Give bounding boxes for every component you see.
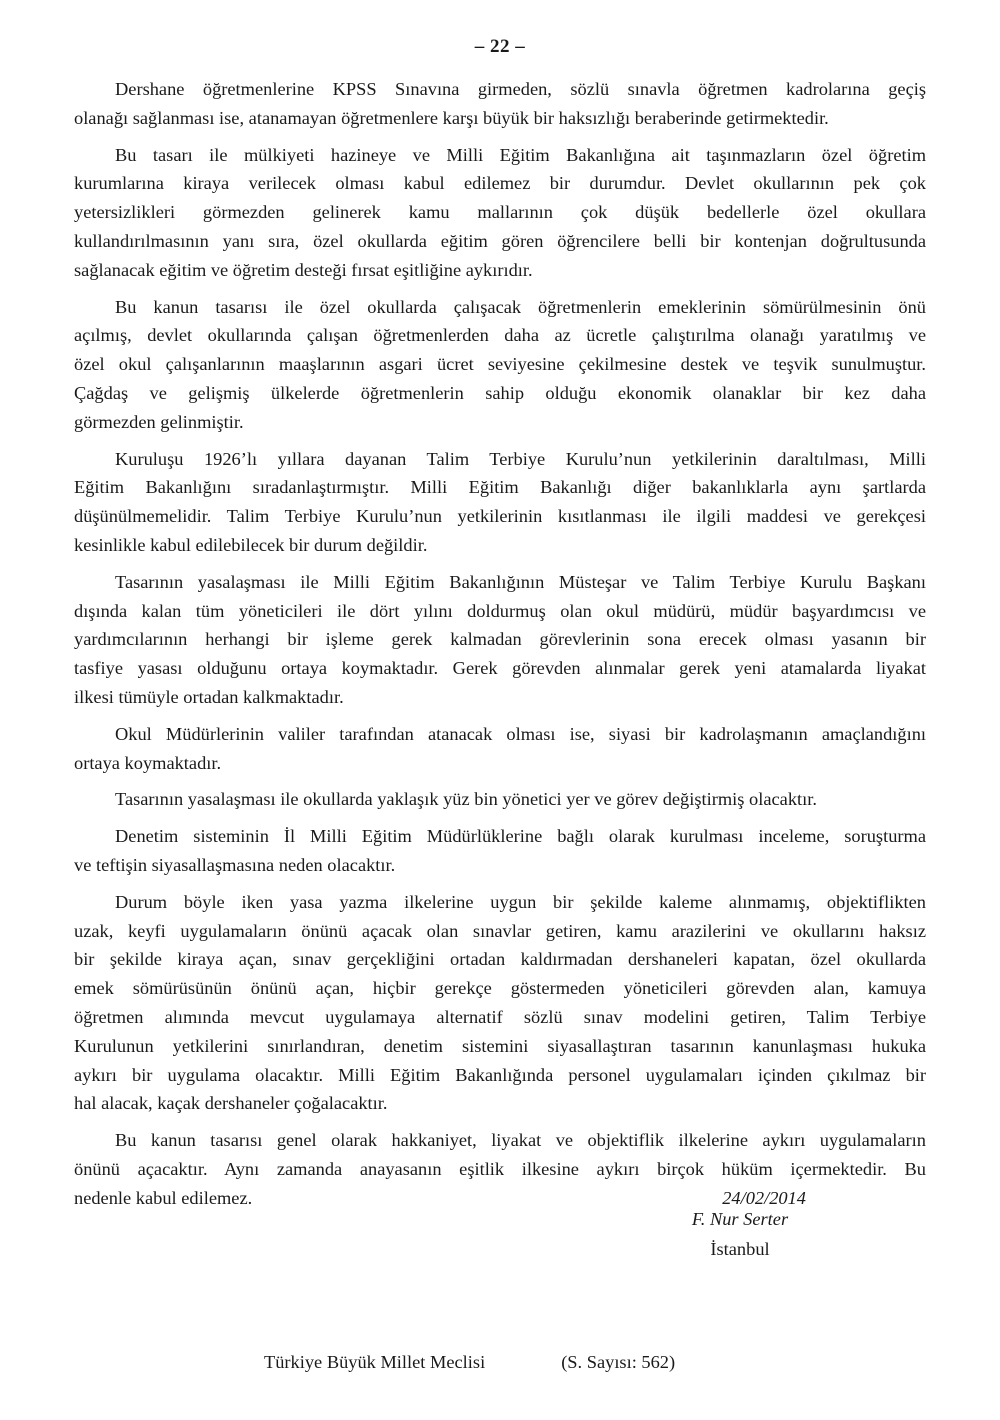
text-line: nedenle kabul edilemez. — [74, 1187, 253, 1208]
paragraph-1 — [74, 75, 926, 133]
text-line: Çağdaş ve gelişmiş ülkelerde öğretmenlerin sahip olduğu ekonomik olanaklar bir kez daha — [74, 382, 926, 403]
text-line: ve teftişin siyasallaşmasına neden olacaktır. — [74, 854, 396, 875]
paragraph-3 — [74, 293, 926, 437]
text-line: Kurulunun yetkilerini sınırlandıran, denetim sistemini siyasallaştıran tasarının kanunlaşması hukuka — [74, 1035, 926, 1056]
text-line: aykırı bir uygulama olacaktır. Milli Eğitim Bakanlığında personel uygulamaları içinden çıkılmaz bir — [74, 1064, 926, 1085]
text-line: tasfiye yasası olduğunu ortaya koymaktadır. Gerek görevden alınmalar gerek yeni atamalarda liyakat — [74, 658, 926, 679]
paragraph-7 — [74, 785, 926, 814]
footer-institution: Türkiye Büyük Millet Meclisi — [264, 1352, 486, 1372]
signatory-name: F. Nur Serter — [691, 1209, 789, 1229]
document-body — [74, 75, 926, 1220]
text-line: kesinlikle kabul edilebilecek bir durum değildir. — [74, 534, 428, 555]
paragraph-4 — [74, 445, 926, 560]
text-line: açılmış, devlet okullarında çalışan öğretmenlerden daha az ücretle çalıştırılma olanağı yaratılmış ve — [74, 325, 926, 346]
document-date: 24/02/2014 — [722, 1187, 806, 1208]
text-line: Bu tasarı ile mülkiyeti hazineye ve Milli Eğitim Bakanlığına ait taşınmazların özel öğretim — [115, 144, 926, 165]
text-line: olanağı sağlanması ise, atanamayan öğretmenlere karşı büyük bir haksızlığı beraberinde getirmektedir. — [74, 107, 829, 128]
paragraph-10 — [74, 1126, 926, 1212]
text-line: yetersizlikleri görmezden gelinerek kamu mallarının çok düşük bedellerle özel okullara — [74, 202, 926, 223]
paragraph-2 — [74, 141, 926, 285]
text-line: özel okul çalışanlarının maaşlarının asgari ücret seviyesine çekilmesine destek ve teşvik sunulmuştur. — [74, 354, 926, 375]
text-line: uzak, keyfi uygulamaların önünü açacak olan sınavlar getiren, kamu arazilerini ve okullarını haksız — [74, 920, 926, 941]
text-line: kullandırılmasının yanı sıra, özel okullarda eğitim gören öğrencilere belli bir kontenjan doğrultusunda — [74, 230, 926, 251]
text-line: görmezden gelinmiştir. — [74, 411, 244, 432]
page-footer — [264, 1352, 675, 1373]
text-line: ilkesi tümüyle ortadan kalkmaktadır. — [74, 686, 344, 707]
paragraph-5 — [74, 568, 926, 712]
page-number: – 22 – — [474, 36, 526, 57]
paragraph-6 — [74, 720, 926, 778]
text-line: Denetim sisteminin İl Milli Eğitim Müdürlüklerine bağlı olarak kurulması inceleme, soruşturma — [115, 826, 926, 847]
text-line: emek sömürüsünün önünü açan, hiçbir gerekçe göstermeden yöneticileri görevden alan, kamuya — [74, 978, 926, 999]
text-line: Bu kanun tasarısı genel olarak hakkaniyet, liyakat ve objektiflik ilkelerine aykırı uygulamaların — [115, 1130, 926, 1151]
text-line: sağlanacak eğitim ve öğretim desteği fırsat eşitliğine aykırıdır. — [74, 259, 533, 280]
text-line: bir şekilde kiraya açan, sınav gerçekliğini ortadan kaldırmadan dershaneleri kapatan, özel okullarda — [74, 949, 926, 970]
text-line: Eğitim Bakanlığını sıradanlaştırmıştır. Milli Eğitim Bakanlığı diğer bakanlıklarla aynı şartlarda — [74, 477, 926, 498]
text-line: yardımcılarının herhangi bir işleme gerek kalmadan görevlerinin sona erecek olması yasanın bir — [74, 629, 926, 650]
text-line: Bu kanun tasarısı ile özel okullarda çalışacak öğretmenlerin emeklerinin sömürülmesinin önü — [115, 296, 926, 317]
text-line: öğretmen alımında mevcut uygulamaya alternatif sözlü sınav modelini getiren, Talim Terbiye — [74, 1006, 926, 1027]
text-line: hal alacak, kaçak dershaneler çoğalacaktır. — [74, 1093, 388, 1114]
paragraph-9 — [74, 888, 926, 1118]
text-line: ortaya koymaktadır. — [74, 752, 222, 773]
text-line: önünü açacaktır. Aynı zamanda anayasanın eşitlik ilkesine aykırı birçok hüküm içermektedir. Bu — [74, 1158, 926, 1179]
text-line: dışında kalan tüm yöneticileri ile dört yılını doldurmuş olan okul müdürü, müdür başyardımcısı ve — [74, 600, 926, 621]
text-line: Dershane öğretmenlerine KPSS Sınavına girmeden, sözlü sınavla öğretmen kadrolarına geçiş — [115, 79, 926, 99]
signature-block — [640, 1204, 840, 1264]
text-line: Tasarının yasalaşması ile okullarda yaklaşık yüz bin yönetici yer ve görev değiştirmiş olacaktır. — [115, 789, 817, 810]
text-line: düşünülmemelidir. Talim Terbiye Kurulu’nun yetkilerinin kısıtlanması ile ilgili maddesi ve gerekçesi — [74, 506, 926, 527]
text-line: Okul Müdürlerinin valiler tarafından atanacak olması ise, siyasi bir kadrolaşmanın amaçlandığını — [115, 723, 926, 744]
text-line: Durum böyle iken yasa yazma ilkelerine uygun bir şekilde kaleme alınmamış, objektiflikten — [115, 891, 926, 912]
text-line: Kuruluşu 1926’lı yıllara dayanan Talim Terbiye Kurulu’nun yetkilerinin daraltılması, Milli — [115, 448, 926, 469]
paragraph-8 — [74, 822, 926, 880]
footer-issue-number: (S. Sayısı: 562) — [561, 1352, 676, 1372]
text-line: Tasarının yasalaşması ile Milli Eğitim Bakanlığının Müsteşar ve Talim Terbiye Kurulu Başkanı — [115, 571, 926, 592]
text-line: kurumlarına kiraya verilecek olması kabul edilemez bir durumdur. Devlet okullarının pek çok — [74, 173, 926, 194]
signatory-city: İstanbul — [710, 1239, 770, 1259]
